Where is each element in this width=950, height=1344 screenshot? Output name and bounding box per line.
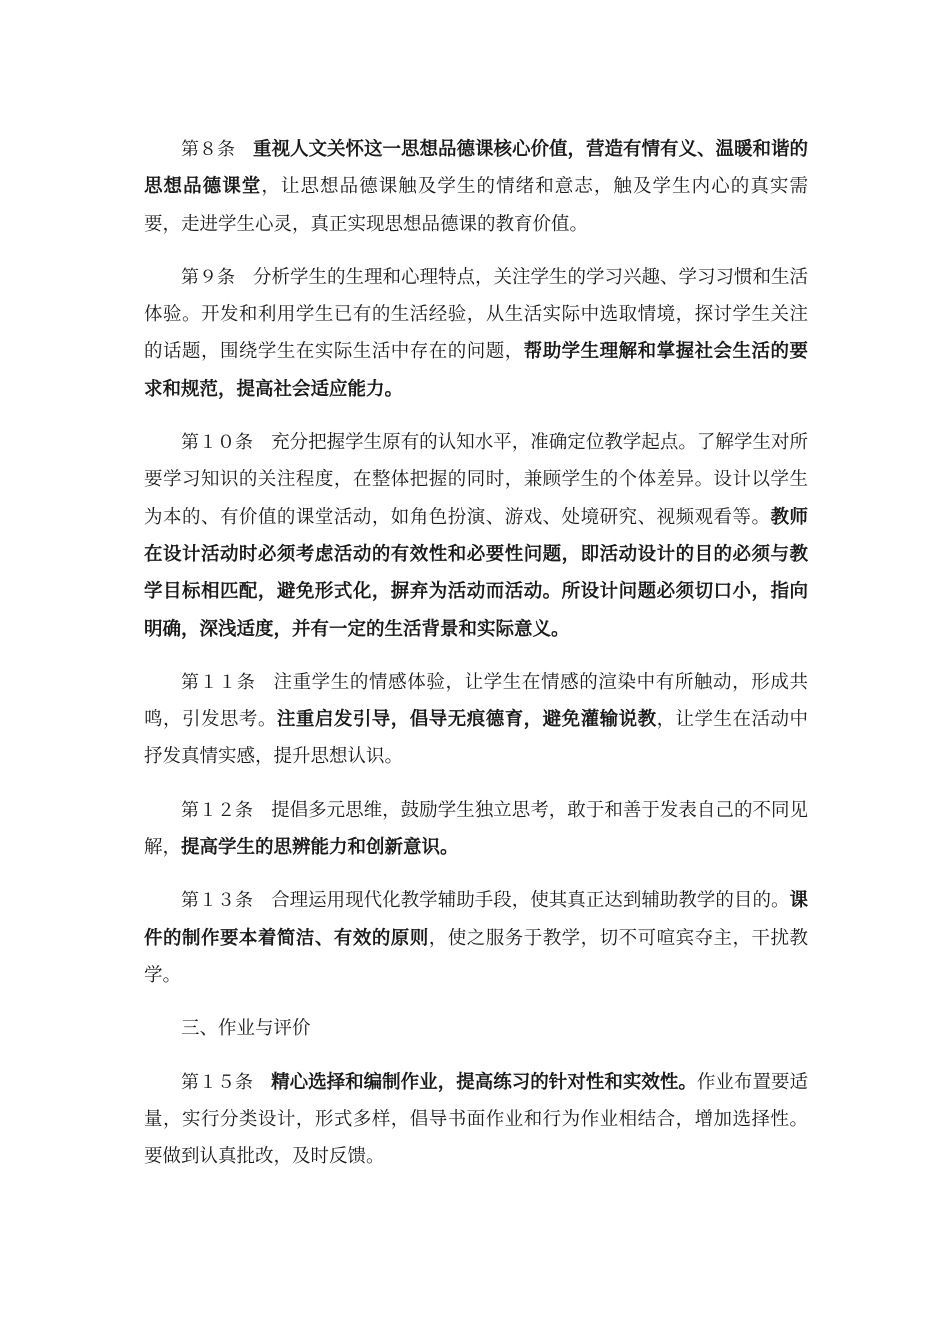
article-15-paragraph — [144, 1064, 808, 1176]
bold-text: 精心选择和编制作业，提高练习的针对性和实效性。 — [271, 1071, 697, 1093]
bold-text: 教师在设计活动时必须考虑活动的有效性和必要性问题，即活动设计的目的必须与教学目标相匹配，避免形式化，摒弃为活动而活动。所设计问题必须切口小，指向明确，深浅适度，并有一定的生活背景和实际意义。 — [144, 506, 808, 640]
bold-text: 课件的制作要本着简洁、有效的原则 — [144, 890, 808, 949]
body-text: 分析学生的生理和心理特点，关注学生的学习兴趣、学习习惯和生活体验。开发和利用学生已有的生活经验，从生活实际中选取情境，探讨学生关注的话题，围绕学生在实际生活中存在的问题， — [144, 266, 809, 363]
article-12-paragraph — [144, 792, 808, 867]
section-heading: 三、作业与评价 — [181, 1018, 311, 1040]
body-text: 充分把握学生原有的认知水平，准确定位教学起点。了解学生对所要学习知识的关注程度，在整体把握的同时，兼顾学生的个体差异。设计以学生为本的、有价值的课堂活动，如角色扮演、游戏、处境研究、视频观看等。 — [144, 432, 808, 528]
article-8-paragraph — [144, 131, 808, 243]
bold-text: 重视人文关怀这一思想品德课核心价值，营造有情有义、温暖和谐的思想品德课堂 — [144, 139, 809, 198]
bold-text: 注重启发引导，倡导无痕德育，避免灌输说教 — [276, 709, 657, 731]
article-number: 第１０条 — [181, 432, 254, 454]
bold-text: 帮助学生理解和掌握社会生活的要求和规范，提高社会适应能力。 — [144, 341, 808, 400]
article-number: 第９条 — [181, 266, 235, 288]
article-number: 第１５条 — [181, 1071, 254, 1093]
document-body — [144, 131, 808, 1191]
body-text: 合理运用现代化教学辅助手段，使其真正达到辅助教学的目的。 — [271, 890, 790, 912]
body-text: ，让思想品德课触及学生的情绪和意志，触及学生内心的真实需要，走进学生心灵，真正实现思想品德课的教育价值。 — [144, 176, 808, 235]
article-10-paragraph — [144, 424, 808, 648]
body-text: ，使之服务于教学，切不可喧宾夺主，干扰教学。 — [144, 927, 808, 986]
article-number: 第１２条 — [181, 799, 254, 821]
article-number: 第１３条 — [181, 890, 254, 912]
article-number: 第８条 — [181, 139, 235, 160]
body-text: 注重学生的情感体验，让学生在情感的渲染中有所触动，形成共鸣，引发思考。 — [144, 671, 808, 731]
bold-text: 提高学生的思辨能力和创新意识。 — [181, 837, 459, 859]
article-number: 第１１条 — [181, 671, 256, 693]
body-text: ，让学生在活动中抒发真情实感，提升思想认识。 — [144, 709, 808, 768]
article-9-paragraph — [144, 259, 808, 408]
article-11-paragraph — [144, 664, 808, 776]
body-text: 作业布置要适量，实行分类设计，形式多样，倡导书面作业和行为作业相结合，增加选择性。要做到认真批改，及时反馈。 — [144, 1071, 808, 1168]
body-text: 提倡多元思维，鼓励学生独立思考，敢于和善于发表自己的不同见解， — [144, 799, 808, 859]
article-13-paragraph — [144, 882, 808, 994]
